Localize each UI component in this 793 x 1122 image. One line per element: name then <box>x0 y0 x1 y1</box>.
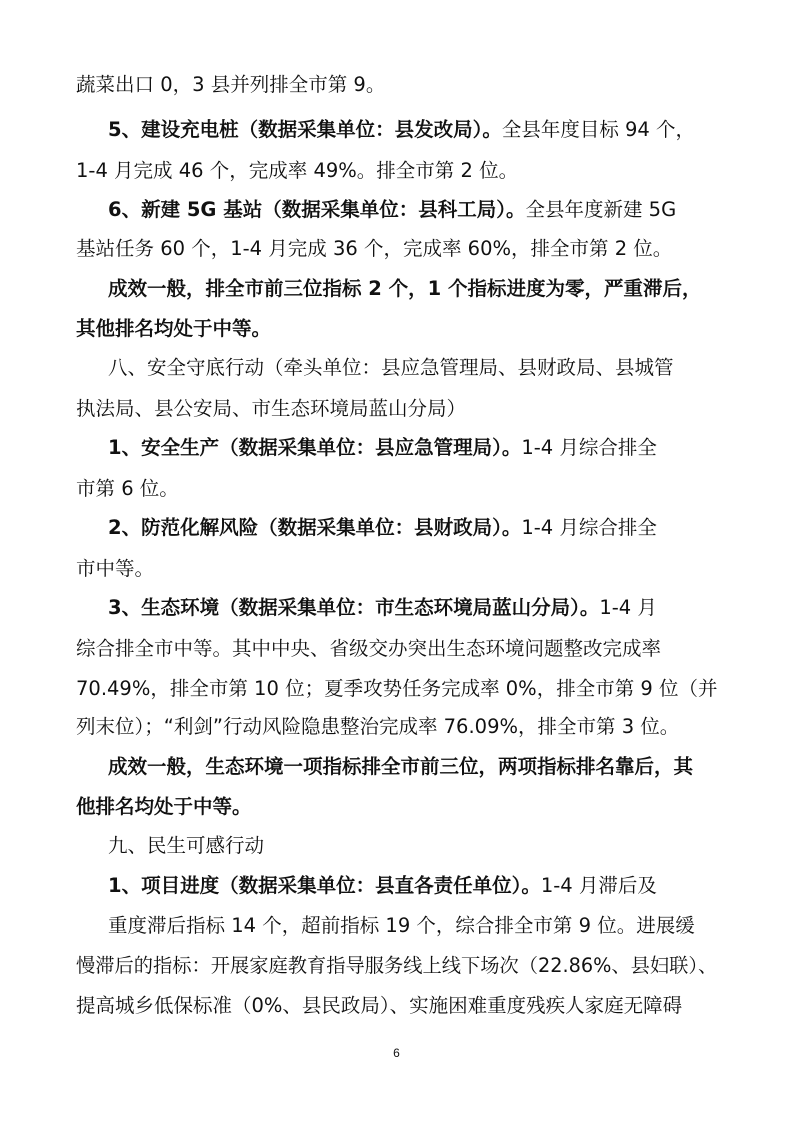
item-heading: 3、生态环境（数据采集单位：市生态环境局蓝山分局）。 <box>108 596 600 619</box>
text-line <box>76 714 718 740</box>
summary-text: 成效一般，生态环境一项指标排全市前三位，两项指标排名靠后，其 <box>108 755 694 778</box>
text-span: 70.49%，排全市第 10 位；夏季攻势任务完成率 0%，排全市第 9 位（并 <box>76 677 718 700</box>
text-span: 基站任务 60 个，1-4 月完成 36 个，完成率 60%，排全市第 2 位。 <box>76 237 673 260</box>
text-line <box>108 873 718 899</box>
text-span: 1-4 月综合排全 <box>521 436 657 459</box>
text-line <box>108 117 718 143</box>
text-span: 市中等。 <box>76 557 155 580</box>
text-span: 1-4 月 <box>599 596 657 619</box>
item-heading: 5、建设充电桩（数据采集单位：县发改局）。 <box>108 118 502 141</box>
text-line <box>76 476 718 502</box>
text-span: 1-4 月完成 46 个，完成率 49%。排全市第 2 位。 <box>76 159 519 182</box>
item-heading: 6、新建 5G 基站（数据采集单位：县科工局）。 <box>108 198 526 221</box>
section-heading <box>108 355 718 381</box>
text-line <box>76 636 718 662</box>
summary-text: 他排名均处于中等。 <box>76 795 252 818</box>
text-span: 慢滞后的指标：开展家庭教育指导服务线上线下场次（22.86%、县妇联）、 <box>76 954 718 977</box>
text-line <box>76 676 718 702</box>
text-line <box>76 794 718 820</box>
text-line <box>76 158 718 184</box>
text-span: 蔬菜出口 0，3 县并列排全市第 9。 <box>76 73 386 96</box>
item-heading: 1、安全生产（数据采集单位：县应急管理局）。 <box>108 436 522 459</box>
text-line <box>108 595 718 621</box>
text-span: 重度滞后指标 14 个，超前指标 19 个，综合排全市第 9 位。进展缓 <box>108 914 695 937</box>
text-span: 八、安全守底行动（牵头单位：县应急管理局、县财政局、县城管 <box>108 356 674 379</box>
text-span: 市第 6 位。 <box>76 477 179 500</box>
text-line <box>108 435 718 461</box>
item-heading: 2、防范化解风险（数据采集单位：县财政局）。 <box>108 516 522 539</box>
text-line <box>76 316 718 342</box>
text-line <box>76 953 718 979</box>
item-heading: 1、项目进度（数据采集单位：县直各责任单位）。 <box>108 874 541 897</box>
section-heading <box>108 833 718 859</box>
text-line <box>108 515 718 541</box>
text-span: 列末位）；“利剑”行动风险隐患整治完成率 76.09%，排全市第 3 位。 <box>76 715 680 738</box>
page-number: 6 <box>393 1046 400 1060</box>
text-span: 1-4 月综合排全 <box>521 516 657 539</box>
text-line <box>76 396 718 422</box>
text-line <box>108 913 718 939</box>
text-line <box>108 754 718 780</box>
text-line <box>76 72 718 98</box>
text-line <box>76 236 718 262</box>
text-line <box>76 556 718 582</box>
text-span: 提高城乡低保标准（0%、县民政局）、实施困难重度残疾人家庭无障碍 <box>76 994 683 1017</box>
summary-text: 成效一般，排全市前三位指标 2 个，1 个指标进度为零，严重滞后， <box>108 277 702 300</box>
text-span: 1-4 月滞后及 <box>540 874 657 897</box>
text-span: 全县年度新建 5G <box>525 198 677 221</box>
text-span: 执法局、县公安局、市生态环境局蓝山分局） <box>76 397 467 420</box>
text-line <box>108 197 718 223</box>
text-line <box>76 993 718 1019</box>
text-span: 综合排全市中等。其中中央、省级交办突出生态环境问题整改完成率 <box>76 637 662 660</box>
text-span: 九、民生可感行动 <box>108 834 265 857</box>
summary-text: 其他排名均处于中等。 <box>76 317 272 340</box>
text-line <box>108 276 718 302</box>
text-span: 全县年度目标 94 个， <box>501 118 696 141</box>
